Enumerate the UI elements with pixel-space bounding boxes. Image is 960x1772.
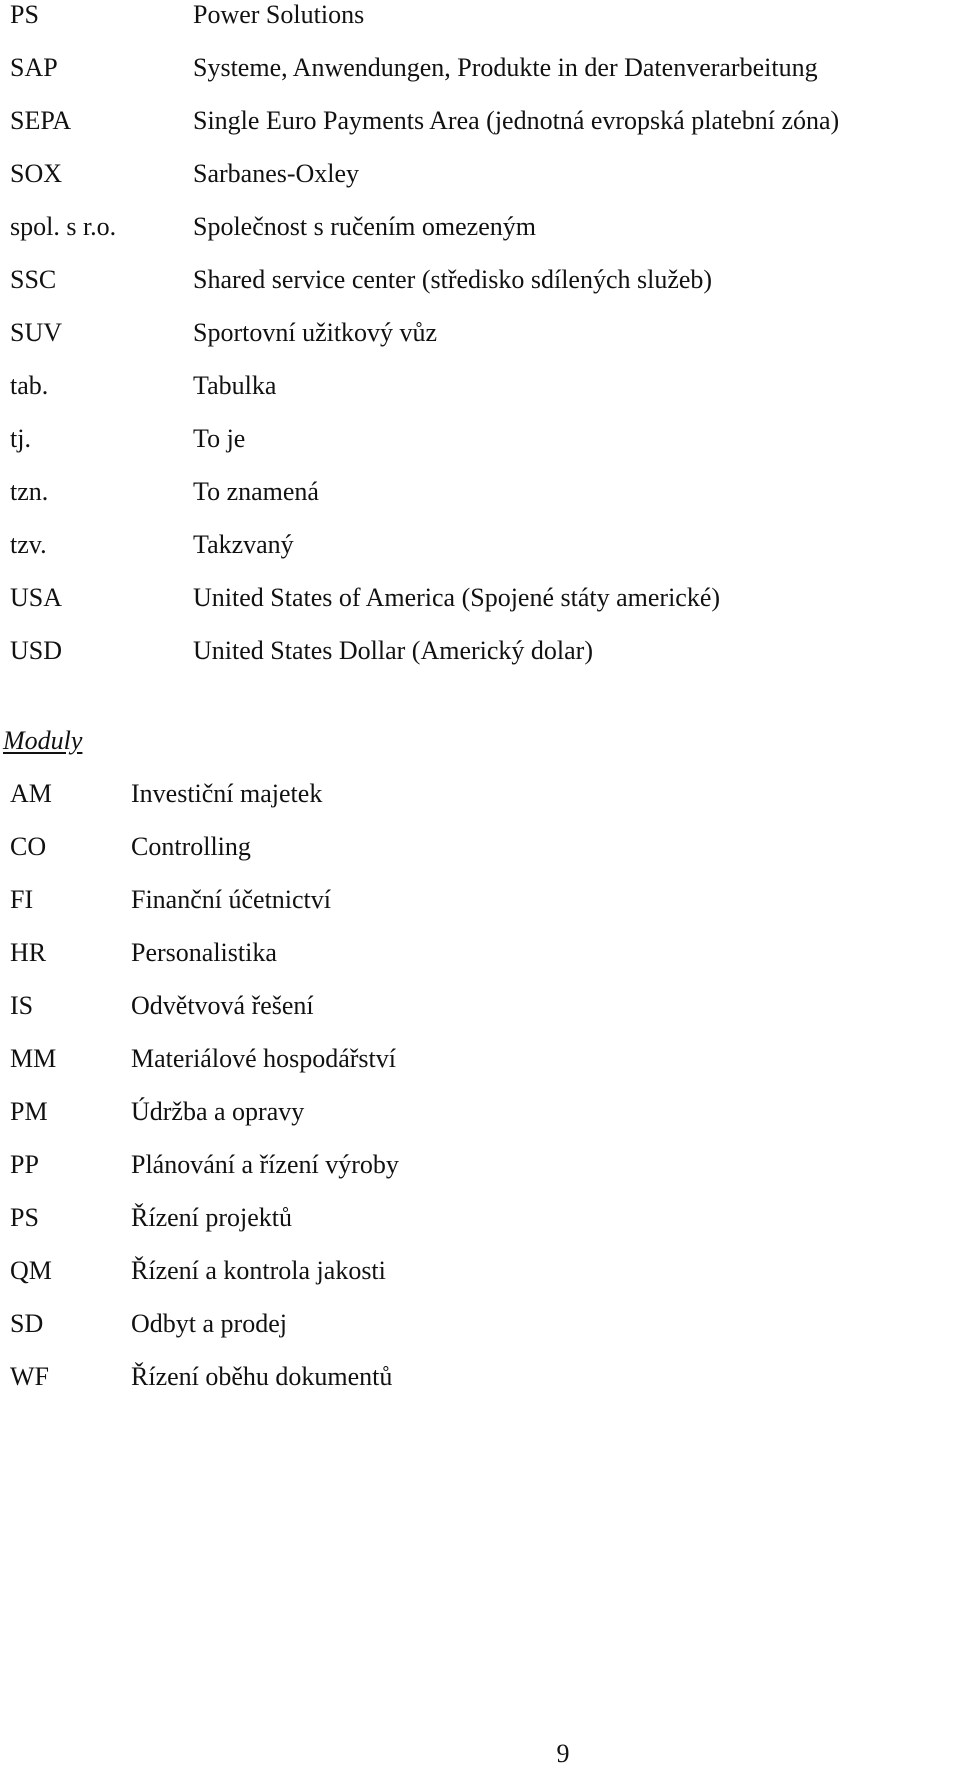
abbreviation: tab. [10, 371, 49, 400]
module-name: Plánování a řízení výroby [131, 1150, 399, 1179]
module-code: FI [10, 885, 34, 914]
module-code: PS [10, 1203, 39, 1232]
abbreviation-meaning: Power Solutions [193, 0, 365, 29]
module-code: MM [10, 1044, 57, 1073]
abbreviation: SEPA [10, 106, 72, 135]
abbreviation-meaning: Systeme, Anwendungen, Produkte in der Datenverarbeitung [193, 53, 818, 82]
module-name: Řízení oběhu dokumentů [131, 1362, 393, 1391]
abbreviation-meaning: Sportovní užitkový vůz [193, 318, 438, 347]
module-name: Materiálové hospodářství [131, 1044, 396, 1073]
module-code: IS [10, 991, 34, 1020]
abbreviation-meaning: Tabulka [193, 371, 277, 400]
abbreviation-meaning: Sarbanes-Oxley [193, 159, 360, 188]
abbreviation: SUV [10, 318, 63, 347]
module-code: HR [10, 938, 47, 967]
abbreviation: SOX [10, 159, 63, 188]
modules-heading: Moduly [3, 726, 83, 755]
module-name: Investiční majetek [131, 779, 323, 808]
abbreviation-meaning: United States Dollar (Americký dolar) [193, 636, 593, 665]
module-code: PP [10, 1150, 39, 1179]
abbreviation: tj. [10, 424, 31, 453]
module-name: Údržba a opravy [131, 1097, 305, 1126]
module-code: WF [10, 1362, 49, 1391]
abbreviation-meaning: Společnost s ručením omezeným [193, 212, 536, 241]
page-number: 9 [556, 1739, 570, 1768]
module-name: Personalistika [131, 938, 277, 967]
abbreviation-meaning: Single Euro Payments Area (jednotná evropská platební zóna) [193, 106, 840, 135]
module-code: AM [10, 779, 52, 808]
abbreviation-meaning: Takzvaný [193, 530, 294, 559]
abbreviation: spol. s r.o. [10, 212, 117, 241]
abbreviation-meaning: Shared service center (středisko sdílených služeb) [193, 265, 713, 294]
abbreviation: SSC [10, 265, 57, 294]
abbreviation: USA [10, 583, 63, 612]
module-name: Řízení a kontrola jakosti [131, 1256, 386, 1285]
module-code: PM [10, 1097, 48, 1126]
abbreviation-meaning: United States of America (Spojené státy americké) [193, 583, 721, 612]
module-code: CO [10, 832, 47, 861]
abbreviation: PS [10, 0, 39, 29]
module-name: Odvětvová řešení [131, 991, 314, 1020]
abbreviation: tzn. [10, 477, 49, 506]
module-name: Finanční účetnictví [131, 885, 332, 914]
module-name: Odbyt a prodej [131, 1309, 287, 1338]
abbreviation-meaning: To znamená [193, 477, 319, 506]
abbreviation: SAP [10, 53, 58, 82]
module-code: SD [10, 1309, 44, 1338]
module-name: Řízení projektů [131, 1203, 293, 1232]
module-name: Controlling [131, 832, 251, 861]
abbreviation: tzv. [10, 530, 47, 559]
module-code: QM [10, 1256, 52, 1285]
abbreviation: USD [10, 636, 63, 665]
abbreviation-meaning: To je [193, 424, 246, 453]
